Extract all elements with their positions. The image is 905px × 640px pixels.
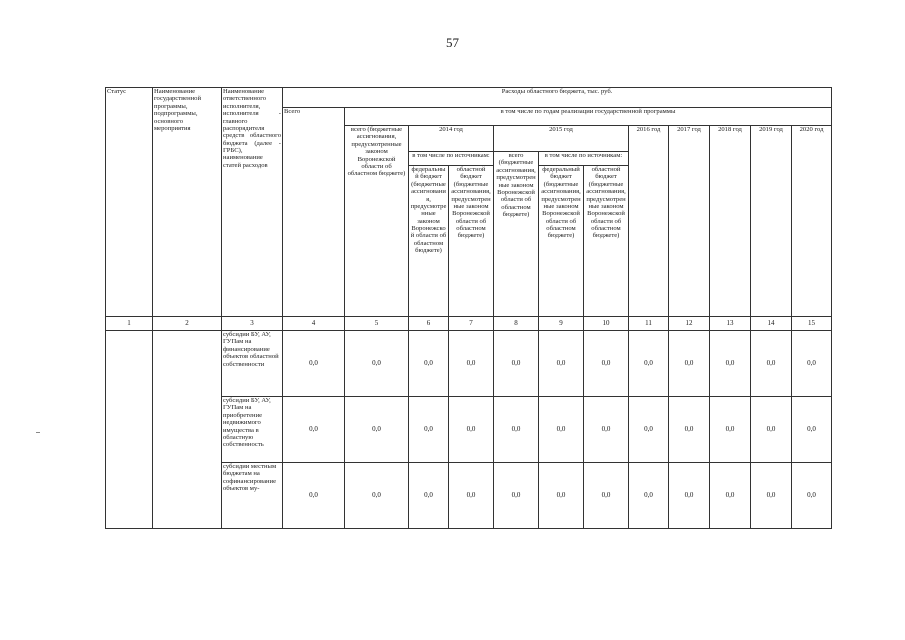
header-expenses-title: Расходы областного бюджета, тыс. руб.: [283, 88, 832, 108]
value-cell: 0,0: [792, 331, 832, 397]
value-cell: 0,0: [345, 463, 409, 529]
header-regional-2015: областной бюджет (бюджетные ассигнования, предусмотренные законом Воронежской области об областном бюджете): [584, 166, 629, 317]
column-number: 2: [153, 317, 222, 331]
column-number: 5: [345, 317, 409, 331]
value-cell: 0,0: [710, 397, 751, 463]
header-status: Статус: [106, 88, 153, 317]
column-number: 1: [106, 317, 153, 331]
column-number-row: [106, 317, 832, 331]
value-cell: 0,0: [669, 397, 710, 463]
value-cell: 0,0: [584, 397, 629, 463]
value-cell: 0,0: [449, 331, 494, 397]
program-cell: [153, 331, 222, 529]
value-cell: 0,0: [710, 331, 751, 397]
value-cell: 0,0: [669, 331, 710, 397]
header-by-years: в том числе по годам реализации государственной программы: [345, 108, 832, 126]
scan-mark: [36, 432, 40, 433]
header-regional-2014: областной бюджет (бюджетные ассигнования, предусмотренные законом Воронежской области об областном бюджете): [449, 166, 494, 317]
header-year-2015: 2015 год: [494, 126, 629, 152]
value-cell: 0,0: [494, 463, 539, 529]
column-number: 9: [539, 317, 584, 331]
value-cell: 0,0: [539, 463, 584, 529]
value-cell: 0,0: [449, 397, 494, 463]
value-cell: 0,0: [409, 331, 449, 397]
page-number: 57: [446, 35, 459, 50]
column-number: 11: [629, 317, 669, 331]
value-cell: 0,0: [283, 331, 345, 397]
header-total: Всего: [283, 108, 345, 317]
value-cell: 0,0: [494, 331, 539, 397]
value-cell: 0,0: [710, 463, 751, 529]
value-cell: 0,0: [283, 397, 345, 463]
header-total-2015: всего (бюджетные ассигнования, предусмотренные законом Воронежской области об областном бюджете): [494, 152, 539, 317]
header-total-2014: всего (бюджетные ассигнования, предусмотренные законом Воронежской области об областном бюджете): [345, 126, 409, 317]
row-label: субсидии местным бюджетам на софинансирование объектов му-: [222, 463, 283, 529]
column-number: 12: [669, 317, 710, 331]
value-cell: 0,0: [409, 397, 449, 463]
header-row-title: [106, 88, 832, 108]
column-number: 14: [751, 317, 792, 331]
header-executor-name: Наименование ответственного исполнителя, исполнителя - главного распорядителя средств областного бюджета (далее - ГРБС), наименование статей расходов: [222, 88, 283, 317]
column-number: 13: [710, 317, 751, 331]
column-number: 8: [494, 317, 539, 331]
column-number: 7: [449, 317, 494, 331]
value-cell: 0,0: [751, 463, 792, 529]
value-cell: 0,0: [539, 397, 584, 463]
table-row: [106, 331, 832, 397]
header-year-2018: 2018 год: [710, 126, 751, 317]
value-cell: 0,0: [539, 331, 584, 397]
value-cell: 0,0: [283, 463, 345, 529]
header-year-2017: 2017 год: [669, 126, 710, 317]
value-cell: 0,0: [584, 463, 629, 529]
value-cell: 0,0: [629, 463, 669, 529]
value-cell: 0,0: [494, 397, 539, 463]
header-year-2016: 2016 год: [629, 126, 669, 317]
row-label: субсидии БУ, АУ, ГУПам на финансирование объектов областной собственности: [222, 331, 283, 397]
header-year-2020: 2020 год: [792, 126, 832, 317]
value-cell: 0,0: [584, 331, 629, 397]
column-number: 3: [222, 317, 283, 331]
header-year-2019: 2019 год: [751, 126, 792, 317]
row-label: субсидии БУ, АУ, ГУПам на приобретение недвижимого имущества в областную собственность: [222, 397, 283, 463]
value-cell: 0,0: [629, 331, 669, 397]
header-federal-2014: федеральный бюджет (бюджетные ассигнования, предусмотренные законом Воронежской области об областном бюджете): [409, 166, 449, 317]
value-cell: 0,0: [345, 397, 409, 463]
header-program-name: Наименование государственной программы, подпрограммы, основного мероприятия: [153, 88, 222, 317]
value-cell: 0,0: [751, 397, 792, 463]
header-year-2014: 2014 год: [409, 126, 494, 152]
header-sources-2015: в том числе по источникам:: [539, 152, 629, 166]
budget-table: [105, 87, 832, 529]
status-cell: [106, 331, 153, 529]
value-cell: 0,0: [629, 397, 669, 463]
column-number: 10: [584, 317, 629, 331]
column-number: 6: [409, 317, 449, 331]
value-cell: 0,0: [669, 463, 710, 529]
column-number: 15: [792, 317, 832, 331]
header-federal-2015: федеральный бюджет (бюджетные ассигнования, предусмотренные законом Воронежской области об областном бюджете): [539, 166, 584, 317]
value-cell: 0,0: [792, 397, 832, 463]
value-cell: 0,0: [449, 463, 494, 529]
value-cell: 0,0: [409, 463, 449, 529]
value-cell: 0,0: [751, 331, 792, 397]
header-sources-2014: в том числе по источникам:: [409, 152, 494, 166]
column-number: 4: [283, 317, 345, 331]
value-cell: 0,0: [792, 463, 832, 529]
value-cell: 0,0: [345, 331, 409, 397]
